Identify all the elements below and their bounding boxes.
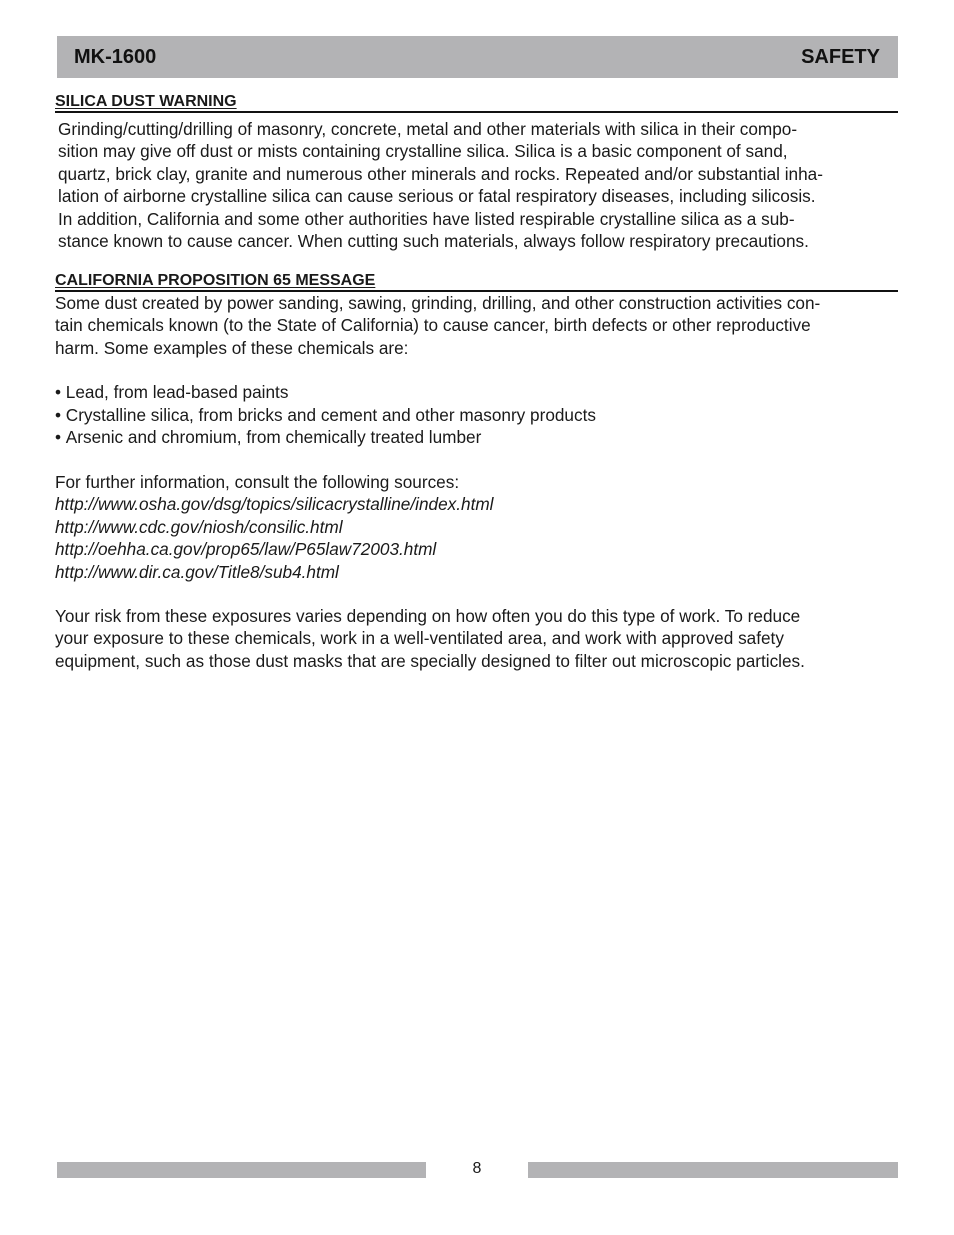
source-link[interactable]: http://www.dir.ca.gov/Title8/sub4.html: [55, 561, 339, 582]
list-item: • Crystalline silica, from bricks and cement and other masonry products: [55, 404, 596, 427]
list-item: • Lead, from lead-based paints: [55, 381, 596, 404]
risk-paragraph: Your risk from these exposures varies depending on how often you do this type of work. To reduce your exposure to these chemicals, work in a well-ventilated area, and work with approved safety equipment, such as those dust masks that are specially designed to filter out microscopic particles.: [55, 606, 805, 671]
footer-bar-left: [57, 1162, 426, 1178]
list-item: • Arsenic and chromium, from chemically treated lumber: [55, 426, 596, 449]
footer-bar-right: [528, 1162, 898, 1178]
source-link[interactable]: http://www.osha.gov/dsg/topics/silicacrystalline/index.html: [55, 494, 494, 514]
prop65-intro: Some dust created by power sanding, sawing, grinding, drilling, and other construction activities con- tain chemicals known (to the State of California) to cause cancer, birth defects or other reproductive harm. Some examples of these chemicals are:: [55, 293, 821, 358]
silica-heading: SILICA DUST WARNING: [55, 93, 898, 113]
source-link[interactable]: http://oehha.ca.gov/prop65/law/P65law72003.html: [55, 539, 437, 560]
silica-paragraph: Grinding/cutting/drilling of masonry, concrete, metal and other materials with silica in their compo- sition may give off dust or mists containing crystalline silica. Silica is a basic component of sand, quartz, brick clay, granite and numerous other minerals and rocks. Repeated and/or substantial inha- lation of airborne crystalline silica can cause serious or fatal respiratory diseases, including silicosis. In addition, California and some other authorities have listed respirable crystalline silica as a sub- stance known to cause cancer. When cutting such materials, always follow respiratory precautions.: [58, 119, 823, 252]
section-title: SAFETY: [801, 45, 880, 68]
model-name: MK-1600: [74, 45, 157, 68]
source-link[interactable]: http://www.cdc.gov/niosh/consilic.html: [55, 516, 343, 537]
chemical-examples-list: [55, 381, 596, 449]
prop65-heading: CALIFORNIA PROPOSITION 65 MESSAGE: [55, 272, 898, 292]
sources-list: [55, 493, 493, 583]
sources-intro: For further information, consult the following sources:: [55, 472, 460, 492]
page-number: 8: [472, 1160, 482, 1177]
header-bar: [57, 36, 898, 78]
